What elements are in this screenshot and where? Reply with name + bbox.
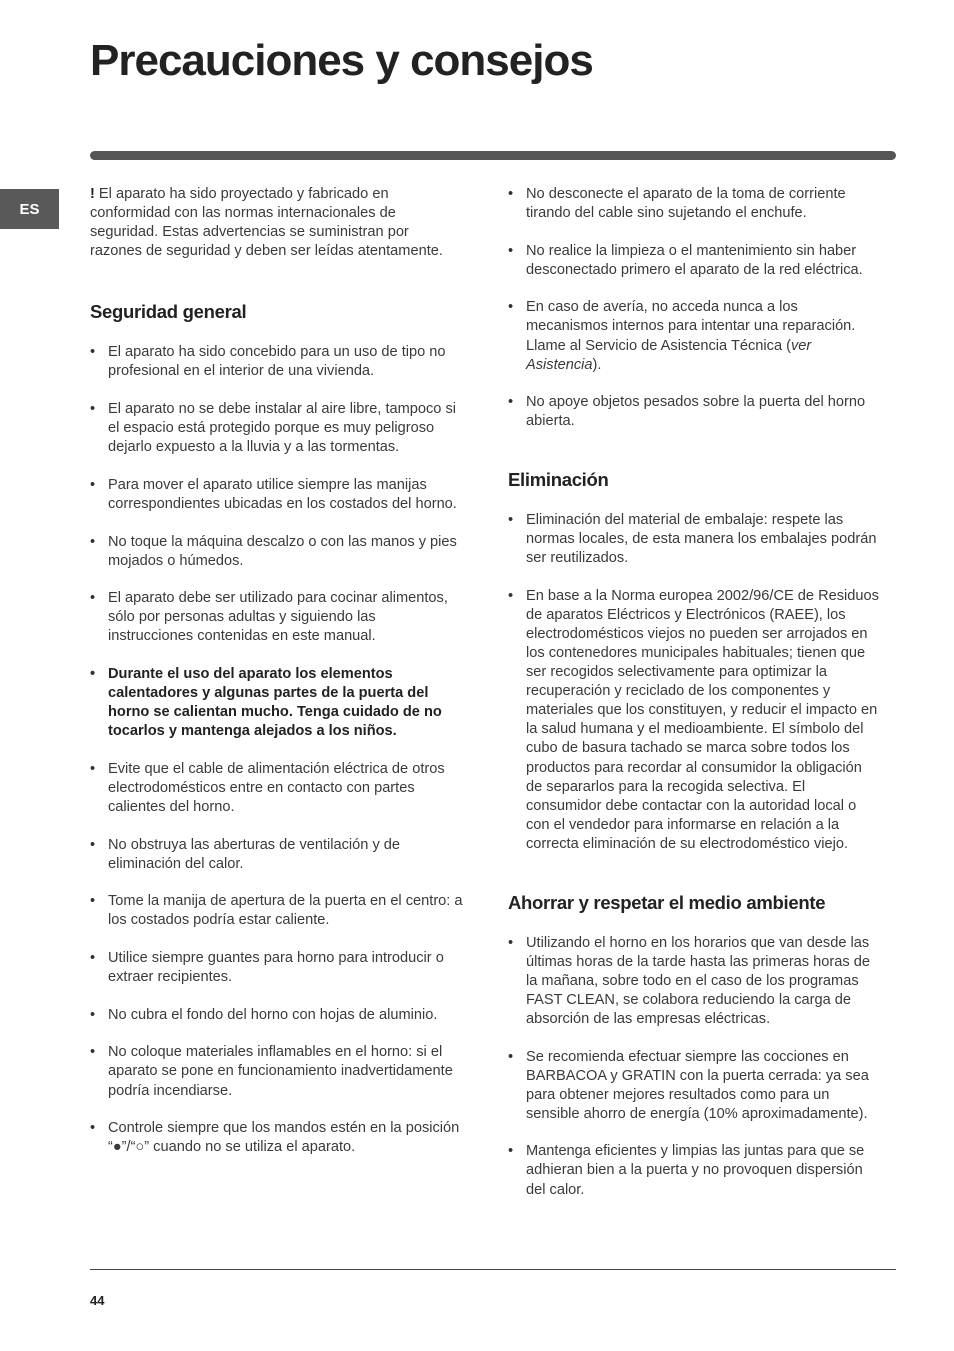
list-item: • El aparato debe ser utilizado para cocinar alimentos, sólo por personas adultas y siguiendo las instrucciones contenidas en este manual. — [90, 589, 464, 646]
list-item: • No obstruya las aberturas de ventilación y de eliminación del calor. — [90, 836, 464, 874]
list-item: • El aparato no se debe instalar al aire libre, tampoco si el espacio está protegido porque es muy peligroso dejarlo expuesto a la lluvia y a las tormentas. — [90, 400, 464, 457]
warning-mark: ! — [90, 186, 95, 202]
list-item: • No realice la limpieza o el mantenimiento sin haber desconectado primero el aparato de la red eléctrica. — [508, 242, 882, 280]
list-item-warning: • Durante el uso del aparato los elementos calentadores y algunas partes de la puerta del horno se calientan mucho. Tenga cuidado de no tocarlos y mantenga alejados a los niños. — [90, 665, 464, 741]
page-title: Precauciones y consejos — [90, 36, 593, 85]
section-heading-ahorrar: Ahorrar y respetar el medio ambiente — [508, 891, 826, 913]
list-item: • Tome la manija de apertura de la puerta en el centro: a los costados podría estar caliente. — [90, 892, 464, 930]
list-item: • Mantenga eficientes y limpias las juntas para que se adhieran bien a la puerta y no provoquen dispersión del calor. — [508, 1142, 882, 1199]
left-column — [90, 185, 464, 1176]
intro-text: El aparato ha sido proyectado y fabricado en conformidad con las normas internacionales de seguridad. Estas advertencias se suministran por razones de seguridad y deben ser leídas atentamente. — [90, 186, 443, 260]
seguridad-cont-list — [508, 185, 882, 431]
seguridad-list — [90, 343, 464, 1157]
averia-end: ). — [592, 356, 602, 373]
list-item: • Utilice siempre guantes para horno para introducir o extraer recipientes. — [90, 949, 464, 987]
list-item: • No toque la máquina descalzo o con las manos y pies mojados o húmedos. — [90, 533, 464, 571]
footer-rule — [90, 1269, 896, 1270]
eliminacion-list — [508, 511, 882, 854]
list-item: • No desconecte el aparato de la toma de corriente tirando del cable sino sujetando el enchufe. — [508, 185, 882, 223]
ahorrar-list — [508, 934, 882, 1200]
section-heading-eliminacion: Eliminación — [508, 468, 609, 490]
language-tab: ES — [0, 189, 59, 229]
list-item: • El aparato ha sido concebido para un uso de tipo no profesional en el interior de una vivienda. — [90, 343, 464, 381]
page-number: 44 — [90, 1293, 105, 1308]
list-item: • En base a la Norma europea 2002/96/CE de Residuos de aparatos Eléctricos y Electrónicos (RAEE), los electrodomésticos viejos no pueden ser arrojados en los contenedores municipales habituales; tienen que ser recogidos selectivamente para optimizar la recuperación y reciclado de los componentes y materiales que los constituyen, y reducir el impacto en la salud humana y el medioambiente. El símbolo del cubo de basura tachado se marca sobre todos los productos para recordar al consumidor la obligación de separarlos para la recogida selectiva. El consumidor debe contactar con la autoridad local o con el vendedor para informarse en relación a la correcta eliminación de su electrodoméstico viejo. — [508, 587, 882, 854]
intro-paragraph — [90, 185, 464, 261]
section-heading-seguridad: Seguridad general — [90, 301, 247, 323]
list-item: • Eliminación del material de embalaje: respete las normas locales, de esta manera los embalajes podrán ser reutilizados. — [508, 511, 882, 568]
header-rule — [90, 151, 896, 160]
list-item: • Evite que el cable de alimentación eléctrica de otros electrodomésticos entre en contacto con partes calientes del horno. — [90, 760, 464, 817]
list-item: • No apoye objetos pesados sobre la puerta del horno abierta. — [508, 393, 882, 431]
list-item: • Se recomienda efectuar siempre las cocciones en BARBACOA y GRATIN con la puerta cerrada: ya sea para obtener mejores resultados como para un sensible ahorro de energía (10% aproximadamente). — [508, 1048, 882, 1124]
list-item: • Controle siempre que los mandos estén en la posición “●”/“○” cuando no se utiliza el aparato. — [90, 1119, 464, 1157]
averia-text: En caso de avería, no acceda nunca a los mecanismos internos para intentar una reparación. Llame al Servicio de Asistencia Técnica ( — [526, 299, 856, 354]
list-item: • No cubra el fondo del horno con hojas de aluminio. — [90, 1006, 464, 1025]
list-item: • Utilizando el horno en los horarios que van desde las últimas horas de la tarde hasta las primeras horas de la mañana, sobre todo en el caso de los programas FAST CLEAN, se colabora reduciendo la carga de absorción de las empresas eléctricas. — [508, 934, 882, 1029]
right-column — [508, 185, 882, 1218]
list-item: • Para mover el aparato utilice siempre las manijas correspondientes ubicadas en los costados del horno. — [90, 476, 464, 514]
list-item-averia — [508, 298, 882, 374]
averia-reference: ver Asistencia — [526, 337, 812, 373]
list-item: • No coloque materiales inflamables en el horno: si el aparato se pone en funcionamiento inadvertidamente podría incendiarse. — [90, 1043, 464, 1100]
